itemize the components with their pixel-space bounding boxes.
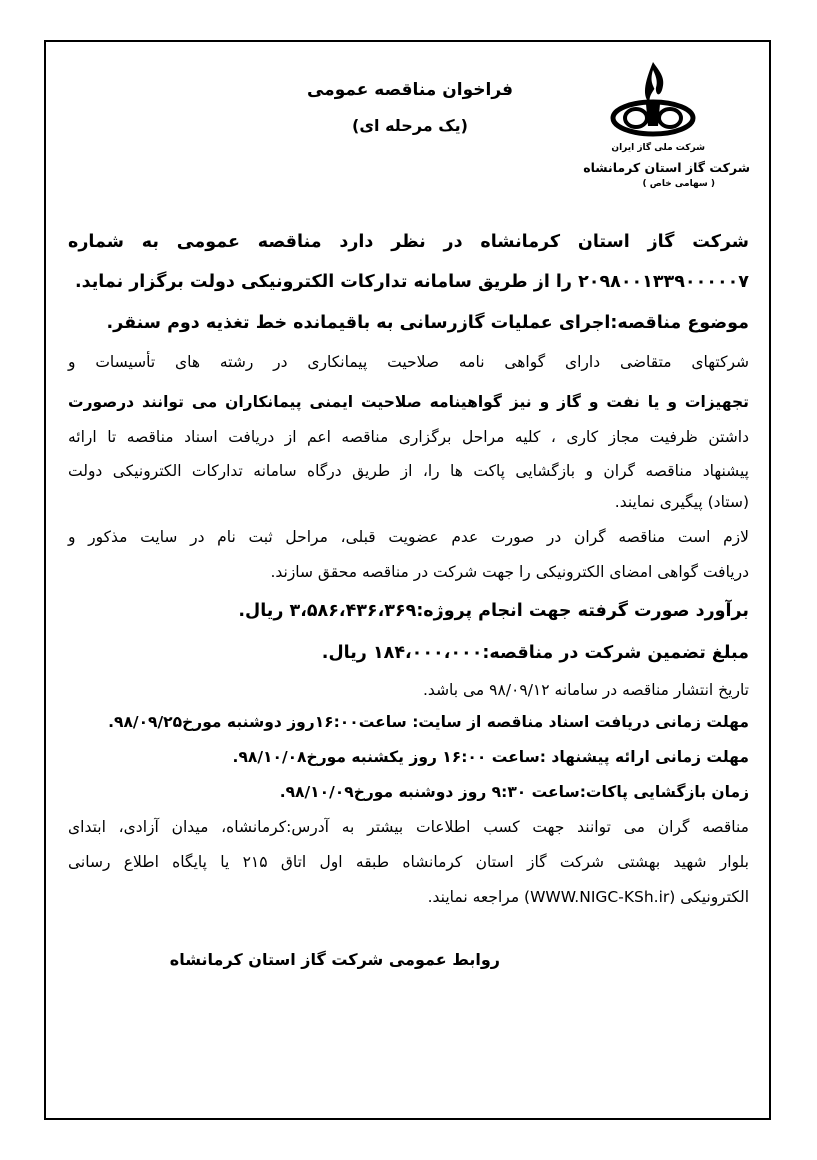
signature: روابط عمومی شرکت گاز استان کرمانشاه — [169, 950, 500, 969]
company-logo — [560, 60, 770, 190]
body-line: شرکت گاز استان کرمانشاه در نظر دارد مناقصه عمومی به شماره — [68, 232, 749, 252]
logo-nigc-text: شرکت ملی گاز ایران — [611, 143, 705, 153]
publish-date: تاریخ انتشار مناقصه در سامانه ۹۸/۰۹/۱۲ می باشد. — [423, 681, 749, 699]
body-line: بلوار شهید بهشتی شرکت گاز استان کرمانشاه طبقه اول اتاق ۲۱۵ یا پایگاه اطلاع رسانی — [68, 853, 749, 871]
body-line: شرکتهای متقاضی دارای گواهی نامه صلاحیت پیمانکاری در رشته های تأسیسات و — [68, 353, 749, 371]
page-subtitle: (یک مرحله ای) — [352, 116, 468, 135]
body-line: ۲۰۹۸۰۰۱۳۳۹۰۰۰۰۰۷ را از طریق سامانه تدارکات الکترونیکی دولت برگزار نماید. — [74, 272, 749, 292]
tender-subject: موضوع مناقصه:اجرای عملیات گازرسانی به باقیمانده خط تغذیه دوم سنقر. — [106, 313, 749, 333]
opening-date: زمان بازگشایی پاکات:ساعت ۹:۳۰ روز دوشنبه مورخ۹۸/۱۰/۰۹. — [279, 783, 749, 801]
body-line: لازم است مناقصه گران در صورت عدم عضویت قبلی، مراحل ثبت نام در سایت مذکور و — [68, 528, 749, 546]
website-link[interactable]: الکترونیکی (WWW.NIGC-KSh.ir) مراجعه نمایند. — [427, 888, 749, 906]
bid-guarantee: مبلغ تضمین شرکت در مناقصه:۱۸۴،۰۰۰،۰۰۰ ریال. — [321, 643, 749, 663]
nigc-flame-logo-icon — [608, 60, 698, 138]
documents-deadline: مهلت زمانی دریافت اسناد مناقصه از سایت: ساعت۱۶:۰۰روز دوشنبه مورخ۹۸/۰۹/۲۵. — [108, 713, 749, 731]
body-line: دریافت گواهی امضای الکترونیکی را جهت شرکت در مناقصه محقق سازند. — [270, 563, 749, 581]
body-line: مناقصه گران می توانند جهت کسب اطلاعات بیشتر به آدرس:کرمانشاه، میدان آزادی، ابتدای — [68, 818, 749, 836]
body-line: (ستاد) پیگیری نمایند. — [614, 493, 749, 511]
body-line: تجهیزات و یا نفت و گاز و نیز گواهینامه صلاحیت ایمنی پیمانکاران می توانند درصورت — [68, 393, 749, 411]
body-line: داشتن ظرفیت مجاز کاری ، کلیه مراحل برگزاری مناقصه اعم از دریافت اسناد مناقصه تا ارائه — [68, 428, 749, 446]
proposal-deadline: مهلت زمانی ارائه پیشنهاد :ساعت ۱۶:۰۰ روز یکشنبه مورخ۹۸/۱۰/۰۸. — [232, 748, 749, 766]
logo-company-type-text: ( سهامی خاص ) — [642, 179, 715, 189]
body-line: پیشنهاد مناقصه گران و بازگشایی پاکت ها را، از طریق درگاه سامانه تدارکات الکترونیکی دولت — [68, 462, 749, 480]
project-estimate: برآورد صورت گرفته جهت انجام پروژه:۳،۵۸۶،۴۳۶،۳۶۹ ریال. — [238, 601, 749, 621]
logo-company-text: شرکت گاز استان کرمانشاه — [583, 160, 750, 175]
page-title: فراخوان مناقصه عمومی — [306, 80, 514, 100]
